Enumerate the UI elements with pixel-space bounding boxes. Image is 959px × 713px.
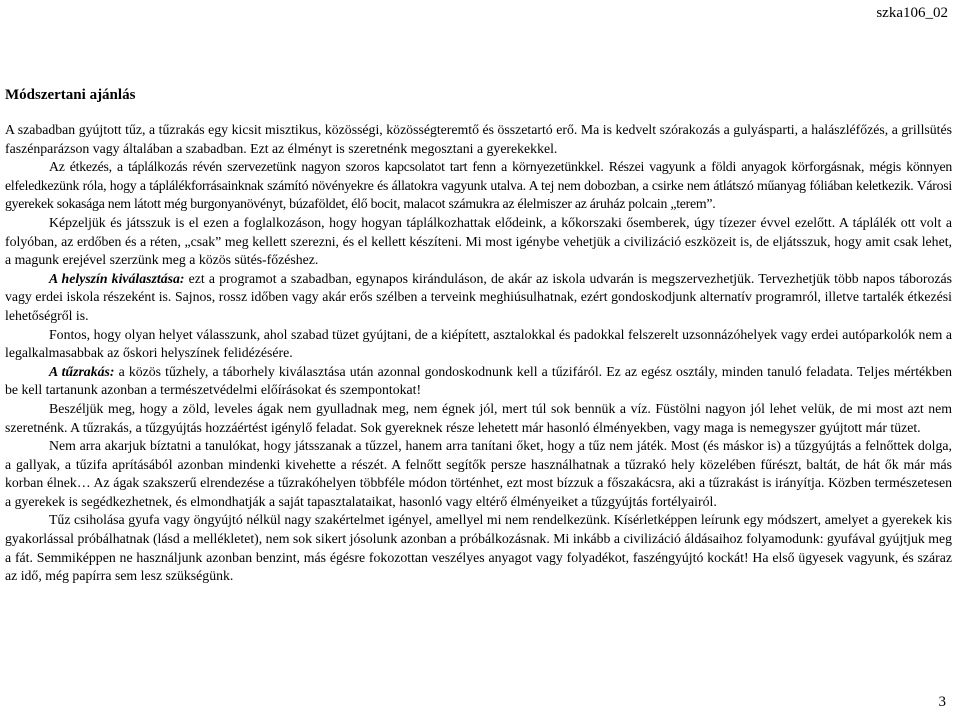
paragraph-fire-safety: Nem arra akarjuk bíztatni a tanulókat, hogy játsszanak a tűzzel, hanem arra tanítani őket, hogy a tűz nem játék. Most (és máskor is) a tűzgyújtás a felnőttek dolga, a gallyak, a tűzifa aprításából azonban mindenki kivehette a részét. A felnőtt segítők persze használhatnak a tűzrakó hely közelében fűrészt, baltát, de hát ők már más korban élnek… Az ágak szakszerű elrendezése a tűzrakóhelyen többféle módon történhet, ezt most bízzuk a főszakácsra, aki a tűzrakást is irányítja. Közben természetesen a gyerekek is segédkezhetnek, és elmondhatják a saját tapasztalataikat, hasonló vagy eltérő élményeiket a tűzgyújtás fortélyairól. xyxy=(5,438,952,509)
paragraph-imagine: Képzeljük és játsszuk is el ezen a foglalkozáson, hogy hogyan táplálkozhattak elődeink, a kőkorszaki ősemberek, úgy tízezer évvel ezelőtt. A táplálék ott volt a folyóban, az erdőben és a réten, „csak” meg kellett szerezni, és el kellett készíteni. Mi most igénybe vehetjük a civilizáció eszközeit is, de eljátsszuk, hogy amit csak lehet, a magunk erejével szerzünk meg a közös sütés-főzéshez. xyxy=(5,214,952,268)
paragraph-location-choice: Fontos, hogy olyan helyet válasszunk, ahol szabad tüzet gyújtani, de a kiépített, asztalokkal és padokkal felszerelt uzsonnázóhelyek vagy erdei autóparkolók nem a legalkalmasabbak az őskori helyszínek felidézésére. xyxy=(5,326,952,361)
body-text xyxy=(5,121,952,586)
paragraph-intro: A szabadban gyújtott tűz, a tűzrakás egy kicsit misztikus, közösségi, közösségteremtő és összetartó erő. Ma is kedvelt szórakozás a gulyásparti, a halászléfőzés, a grillsütés faszénparázson vagy általában a szabadban. Ezt az élményt is szeretnénk megosztani a gyerekekkel. xyxy=(5,122,952,156)
page-number: 3 xyxy=(938,694,946,710)
paragraph-green-branches: Beszéljük meg, hogy a zöld, leveles ágak nem gyulladnak meg, nem égnek jól, mert túl sok bennük a víz. Füstölni nagyon jól lehet velük, de mi most azt nem szeretnénk. A tűzrakás, a tűzgyújtás hozzáértést igénylő feladat. Sok gyereknek része lehetett már hasonló élményekben, vagy maga is nemegyszer gyújtott már tüzet. xyxy=(5,400,952,435)
section-title: Módszertani ajánlás xyxy=(5,87,136,103)
paragraph-location: A helyszín kiválasztása: ezt a programot a szabadban, egynapos kiránduláson, de akár az iskola udvarán is megszervezhetjük. Tervezhetjük több napos táborozás vagy erdei iskola részeként is. Sajnos, rossz időben vagy akár erős szélben a terveink meghiúsulhatnak, ezért gondoskodjunk alternatív programról, illetve tartalék étkezési lehetőségről is. xyxy=(5,270,952,323)
document-code: szka106_02 xyxy=(876,5,948,21)
paragraph-fire-lighting: Tűz csiholása gyufa vagy öngyújtó nélkül nagy szakértelmet igényel, amellyel mi nem rendelkezünk. Kísérletképpen leírunk egy módszert, amelyet a gyerekek kis gyakorlással próbálhatnak (lásd a mellékletet), nem sok sikert jósolunk azonban a próbálkozásnak. Mi inkább a civilizáció áldásaihoz folyamodunk: gyufával gyújtjuk meg a fát. Semmiképpen ne használjunk azonban benzint, más égésre fokozottan veszélyes anyagot vagy folyadékot, faszéngyújtó kockát! Ha első ügyesek vagyunk, és száraz az idő, még papírra sem lesz szükségünk. xyxy=(5,512,952,584)
paragraph-firemaking: A tűzrakás: a közös tűzhely, a táborhely kiválasztása után azonnal gondoskodnunk kell a tűzifáról. Ez az egész osztály, minden tanuló feladata. Teljes mértékben be kell tartanunk azonban a természetvédelmi előírásokat és szempontokat! xyxy=(5,363,952,398)
paragraph-nutrition: Az étkezés, a táplálkozás révén szervezetünk nagyon szoros kapcsolatot tart fenn a környezetünkkel. Részei vagyunk a földi anyagok körforgásnak, mégis könnyen elfeledkezünk róla, hogy a táplálékforrásainknak számító növényekre és állatokra vagyunk utalva. A tej nem dobozban, a csirke nem átlátszó műanyag fóliában keletkezik. Városi gyerekek sokasága nem látott még burgonyanövényt, búzaföldet, élő bocit, malacot számukra az élelmiszer az áruház polcain „terem”. xyxy=(5,159,952,212)
location-heading: A helyszín kiválasztása: xyxy=(49,270,185,286)
firemaking-heading: A tűzrakás: xyxy=(49,363,115,379)
